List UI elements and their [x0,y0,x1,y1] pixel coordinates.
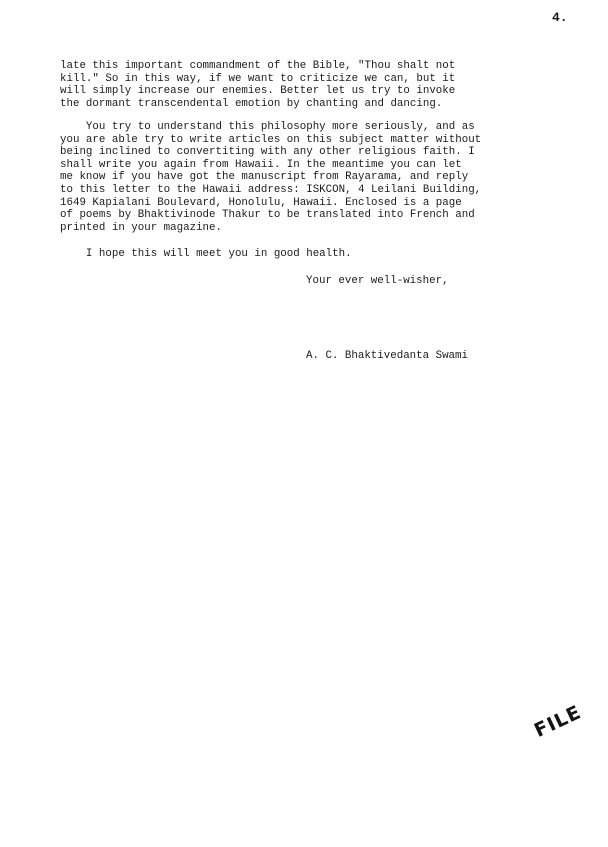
text-line: you are able try to write articles on this subject matter without [60,133,482,146]
text-line: printed in your magazine. [60,221,222,234]
text-line: being inclined to convertiting with any other religious faith. I [60,146,475,159]
text-line: will simply increase our enemies. Better let us try to invoke [60,85,456,98]
file-stamp: FILE [531,701,585,742]
paragraph-3 [60,248,550,261]
text-line: 1649 Kapialani Boulevard, Honolulu, Hawaii. Enclosed is a page [60,196,462,209]
signature-name: A. C. Bhaktivedanta Swami [306,350,468,362]
closing-salutation: Your ever well-wisher, [306,275,449,287]
text-line: kill." So in this way, if we want to criticize we can, but it [60,72,456,85]
page-number: 4. [552,10,568,25]
paragraph-1 [60,60,550,110]
text-line: of poems by Bhaktivinode Thakur to be translated into French and [60,209,475,222]
text-line: me know if you have got the manuscript from Rayarama, and reply [60,171,469,184]
paragraph-2 [60,121,550,234]
text-line: You try to understand this philosophy more seriously, and as [60,121,475,133]
text-line: to this letter to the Hawaii address: ISKCON, 4 Leilani Building, [60,183,482,196]
text-line: I hope this will meet you in good health. [60,248,352,260]
text-line: the dormant transcendental emotion by chanting and dancing. [60,97,443,110]
text-line: shall write you again from Hawaii. In the meantime you can let [60,158,462,171]
text-line: late this important commandment of the Bible, "Thou shalt not [60,60,456,72]
